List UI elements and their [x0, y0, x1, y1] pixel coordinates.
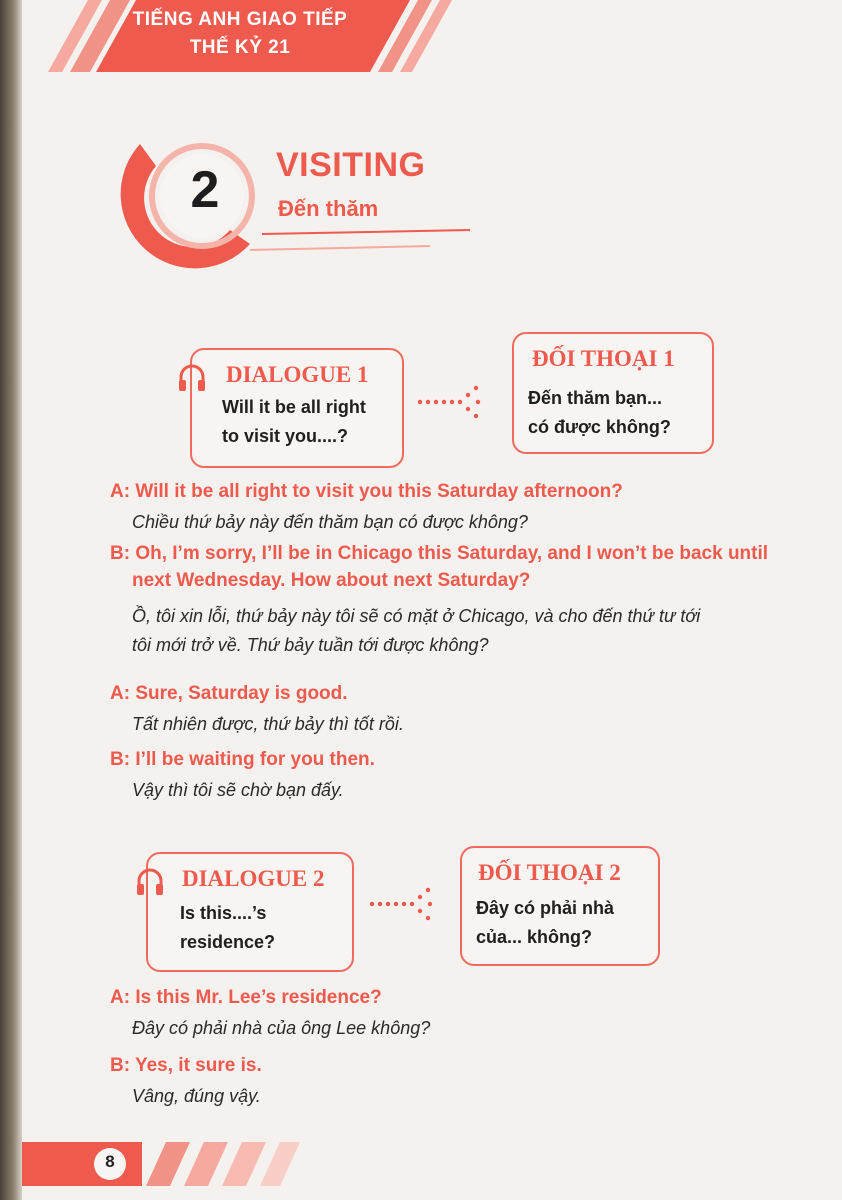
page-number: 8 [105, 1152, 115, 1171]
headphones-icon [176, 362, 208, 394]
dialogue-1-vi-line-2: có được không? [528, 417, 671, 437]
dialogue-2-a1-en: A: Is this Mr. Lee’s residence? [110, 987, 382, 1008]
dialogue-1-b1-en-line-2: next Wednesday. How about next Saturday? [132, 570, 531, 591]
dialogue-1-vi-title: ĐỐI THOẠI 1 [532, 346, 675, 371]
dialogue-1-line-2: to visit you....? [222, 426, 349, 446]
dialogue-1-title: DIALOGUE 1 [226, 362, 369, 387]
header-line-2: THẾ KỶ 21 [189, 37, 291, 58]
dialogue-2-b1-vi: Vâng, đúng vậy. [132, 1086, 261, 1106]
headphones-icon [134, 866, 166, 898]
dialogue-2-vi-line-2: của... không? [476, 927, 593, 947]
dialogue-1-b1-en [110, 540, 800, 594]
lesson-title: VISITING [276, 146, 426, 184]
dialogue-2-a1-vi: Đây có phải nhà của ông Lee không? [132, 1018, 431, 1038]
dialogue-2-vi-line-1: Đây có phải nhà [476, 898, 615, 918]
dialogue-2-vi-title: ĐỐI THOẠI 2 [478, 860, 621, 885]
dialogue-2-b1-en: B: Yes, it sure is. [110, 1055, 262, 1076]
dialogue-1-b1-vi-line-1: Ồ, tôi xin lỗi, thứ bảy này tôi sẽ có mặt ở Chicago, và cho đến thứ tư tới [132, 606, 701, 626]
dialogue-1-b2-en: B: I’ll be waiting for you then. [110, 749, 375, 770]
dialogue-1-a2-vi: Tất nhiên được, thứ bảy thì tốt rồi. [132, 714, 404, 734]
dialogue-1-vi-line-1: Đến thăm bạn... [528, 388, 663, 408]
dialogue-1-a1-vi: Chiều thứ bảy này đến thăm bạn có được không? [132, 512, 528, 532]
header-title [110, 6, 370, 62]
dialogue-2-text [180, 899, 275, 957]
dialogue-1-b1-vi-line-2: tôi mới trở về. Thứ bảy tuần tới được không? [132, 635, 489, 655]
dotted-arrow-icon [416, 384, 496, 420]
dialogue-1-b1-vi [132, 602, 802, 660]
dialogue-2-vi-text [476, 894, 614, 952]
lesson-number: 2 [190, 161, 220, 219]
dialogue-1-a2-en: A: Sure, Saturday is good. [110, 683, 348, 704]
dialogue-2-line-2: residence? [180, 932, 276, 952]
dialogue-2-line-1: Is this....’s [180, 903, 267, 923]
dialogue-1-b1-en-line-1: B: Oh, I’m sorry, I’ll be in Chicago this Saturday, and I won’t be back until [110, 543, 769, 564]
lesson-subtitle: Đến thăm [278, 196, 379, 221]
dialogue-1-a1-en: A: Will it be all right to visit you this Saturday afternoon? [110, 481, 623, 502]
dialogue-1-line-1: Will it be all right [222, 397, 366, 417]
footer-stripes [0, 1128, 842, 1200]
header-line-1: TIẾNG ANH GIAO TIẾP [132, 9, 348, 30]
dialogue-1-vi-text [528, 384, 671, 442]
dialogue-2-title: DIALOGUE 2 [182, 866, 325, 891]
dotted-arrow-icon [368, 886, 448, 922]
binding-edge [0, 0, 22, 1200]
dialogue-1-text [222, 393, 366, 451]
dialogue-1-b2-vi: Vậy thì tôi sẽ chờ bạn đấy. [132, 780, 344, 800]
